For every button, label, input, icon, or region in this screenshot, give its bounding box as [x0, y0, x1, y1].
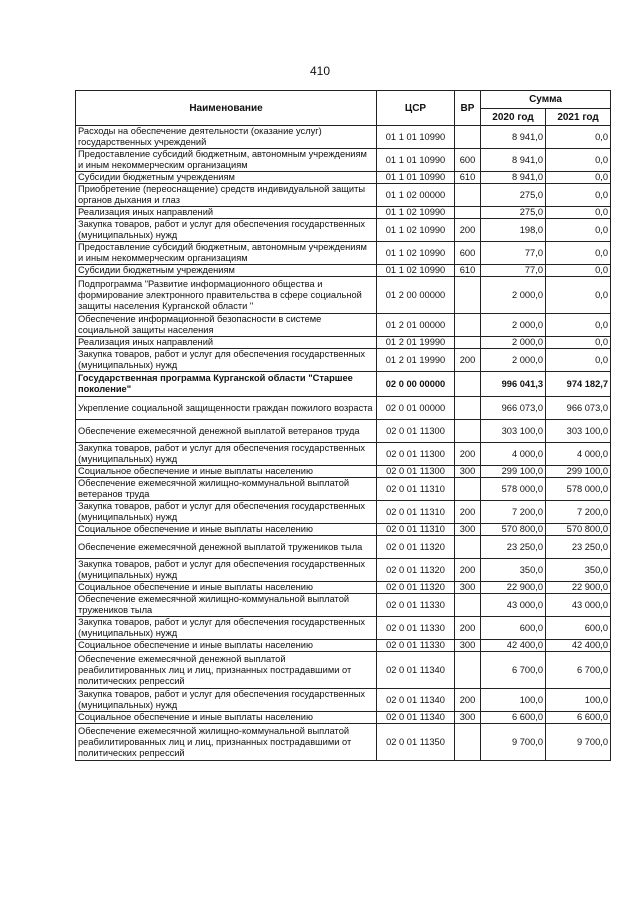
row-csr-cell: 02 0 01 11320 — [377, 582, 455, 594]
table-body — [76, 126, 611, 761]
row-vr-cell — [455, 184, 481, 207]
header-csr: ЦСР — [377, 91, 455, 126]
row-amount-2021-cell: 578 000,0 — [546, 478, 611, 501]
row-amount-2020-cell: 570 800,0 — [481, 524, 546, 536]
row-amount-2021-cell: 23 250,0 — [546, 536, 611, 559]
row-vr-cell — [455, 594, 481, 617]
row-amount-2020-cell: 299 100,0 — [481, 466, 546, 478]
row-name-cell: Субсидии бюджетным учреждениям — [76, 265, 377, 277]
row-amount-2020-cell: 42 400,0 — [481, 640, 546, 652]
row-name-cell: Обеспечение ежемесячной денежной выплатой ветеранов труда — [76, 420, 377, 443]
row-name-cell: Социальное обеспечение и иные выплаты населению — [76, 466, 377, 478]
row-csr-cell: 02 0 01 11320 — [377, 536, 455, 559]
row-vr-cell — [455, 724, 481, 761]
table-row — [76, 524, 611, 536]
row-amount-2021-cell: 0,0 — [546, 219, 611, 242]
row-amount-2020-cell: 7 200,0 — [481, 501, 546, 524]
table-row — [76, 478, 611, 501]
row-amount-2021-cell: 9 700,0 — [546, 724, 611, 761]
row-vr-cell: 200 — [455, 349, 481, 372]
table-row — [76, 277, 611, 314]
row-name-cell: Подпрограмма "Развитие информационного общества и формирование электронного правительства в сфере социальной защиты населения Курганской области " — [76, 277, 377, 314]
table-row — [76, 349, 611, 372]
row-amount-2021-cell: 0,0 — [546, 184, 611, 207]
row-name-cell: Социальное обеспечение и иные выплаты населению — [76, 712, 377, 724]
table-row — [76, 207, 611, 219]
table-row — [76, 314, 611, 337]
budget-table — [75, 90, 611, 761]
row-csr-cell: 01 1 02 10990 — [377, 207, 455, 219]
row-name-cell: Реализация иных направлений — [76, 207, 377, 219]
row-csr-cell: 01 2 01 00000 — [377, 314, 455, 337]
table-row — [76, 184, 611, 207]
row-vr-cell — [455, 314, 481, 337]
row-csr-cell: 02 0 01 11330 — [377, 617, 455, 640]
row-amount-2020-cell: 9 700,0 — [481, 724, 546, 761]
row-vr-cell: 300 — [455, 582, 481, 594]
row-amount-2020-cell: 275,0 — [481, 207, 546, 219]
row-csr-cell: 02 0 01 11300 — [377, 420, 455, 443]
row-amount-2021-cell: 570 800,0 — [546, 524, 611, 536]
table-row — [76, 559, 611, 582]
table-row — [76, 242, 611, 265]
row-csr-cell: 02 0 00 00000 — [377, 372, 455, 397]
table-row — [76, 172, 611, 184]
header-vr: ВР — [455, 91, 481, 126]
row-amount-2020-cell: 275,0 — [481, 184, 546, 207]
table-row — [76, 265, 611, 277]
row-vr-cell — [455, 478, 481, 501]
row-name-cell: Обеспечение ежемесячной денежной выплатой тружеников тыла — [76, 536, 377, 559]
row-csr-cell: 02 0 01 11340 — [377, 712, 455, 724]
row-name-cell: Социальное обеспечение и иные выплаты населению — [76, 582, 377, 594]
row-amount-2020-cell: 77,0 — [481, 265, 546, 277]
row-name-cell: Закупка товаров, работ и услуг для обеспечения государственных (муниципальных) нужд — [76, 443, 377, 466]
row-amount-2021-cell: 6 600,0 — [546, 712, 611, 724]
row-amount-2020-cell: 8 941,0 — [481, 126, 546, 149]
row-csr-cell: 02 0 01 11320 — [377, 559, 455, 582]
row-vr-cell: 200 — [455, 443, 481, 466]
row-amount-2021-cell: 350,0 — [546, 559, 611, 582]
row-csr-cell: 02 0 01 11300 — [377, 466, 455, 478]
row-vr-cell — [455, 536, 481, 559]
row-csr-cell: 01 1 01 10990 — [377, 149, 455, 172]
row-csr-cell: 02 0 01 11340 — [377, 689, 455, 712]
row-amount-2021-cell: 0,0 — [546, 349, 611, 372]
row-name-cell: Социальное обеспечение и иные выплаты населению — [76, 524, 377, 536]
row-name-cell: Обеспечение ежемесячной жилищно-коммунальной выплатой реабилитированных лиц и лиц, признанных пострадавшими от политических репрессий — [76, 724, 377, 761]
row-csr-cell: 01 1 02 00000 — [377, 184, 455, 207]
table-row — [76, 219, 611, 242]
row-amount-2021-cell: 0,0 — [546, 337, 611, 349]
table-row — [76, 652, 611, 689]
row-name-cell: Предоставление субсидий бюджетным, автономным учреждениям и иным некоммерческим организациям — [76, 242, 377, 265]
row-name-cell: Обеспечение ежемесячной жилищно-коммунальной выплатой ветеранов труда — [76, 478, 377, 501]
row-amount-2020-cell: 100,0 — [481, 689, 546, 712]
row-csr-cell: 02 0 01 11330 — [377, 640, 455, 652]
row-name-cell: Государственная программа Курганской области "Старшее поколение" — [76, 372, 377, 397]
row-vr-cell: 600 — [455, 149, 481, 172]
row-amount-2021-cell: 6 700,0 — [546, 652, 611, 689]
row-name-cell: Закупка товаров, работ и услуг для обеспечения государственных (муниципальных) нужд — [76, 501, 377, 524]
table-row — [76, 420, 611, 443]
row-amount-2021-cell: 0,0 — [546, 242, 611, 265]
row-name-cell: Реализация иных направлений — [76, 337, 377, 349]
row-vr-cell — [455, 337, 481, 349]
row-amount-2020-cell: 303 100,0 — [481, 420, 546, 443]
table-row — [76, 594, 611, 617]
table-row — [76, 466, 611, 478]
row-csr-cell: 01 1 02 10990 — [377, 219, 455, 242]
row-amount-2020-cell: 22 900,0 — [481, 582, 546, 594]
row-amount-2020-cell: 2 000,0 — [481, 337, 546, 349]
page-number: 410 — [309, 64, 331, 78]
row-csr-cell: 02 0 01 00000 — [377, 397, 455, 420]
row-vr-cell — [455, 397, 481, 420]
row-amount-2021-cell: 303 100,0 — [546, 420, 611, 443]
row-vr-cell: 200 — [455, 559, 481, 582]
row-vr-cell: 300 — [455, 466, 481, 478]
row-amount-2021-cell: 0,0 — [546, 126, 611, 149]
row-csr-cell: 02 0 01 11300 — [377, 443, 455, 466]
header-name: Наименование — [76, 91, 377, 126]
table-row — [76, 372, 611, 397]
row-csr-cell: 02 0 01 11310 — [377, 524, 455, 536]
row-amount-2020-cell: 350,0 — [481, 559, 546, 582]
row-name-cell: Социальное обеспечение и иные выплаты населению — [76, 640, 377, 652]
table-row — [76, 501, 611, 524]
table-row — [76, 443, 611, 466]
table-row — [76, 689, 611, 712]
row-amount-2021-cell: 966 073,0 — [546, 397, 611, 420]
table-row — [76, 149, 611, 172]
table-row — [76, 582, 611, 594]
row-amount-2020-cell: 6 700,0 — [481, 652, 546, 689]
row-name-cell: Закупка товаров, работ и услуг для обеспечения государственных (муниципальных) нужд — [76, 617, 377, 640]
row-csr-cell: 01 1 02 10990 — [377, 265, 455, 277]
row-amount-2020-cell: 8 941,0 — [481, 172, 546, 184]
row-vr-cell: 300 — [455, 712, 481, 724]
row-csr-cell: 02 0 01 11330 — [377, 594, 455, 617]
row-vr-cell — [455, 277, 481, 314]
row-amount-2021-cell: 0,0 — [546, 277, 611, 314]
row-name-cell: Обеспечение ежемесячной денежной выплатой реабилитированных лиц и лиц, признанных пострадавшими от политических репрессий — [76, 652, 377, 689]
row-csr-cell: 01 1 02 10990 — [377, 242, 455, 265]
row-name-cell: Закупка товаров, работ и услуг для обеспечения государственных (муниципальных) нужд — [76, 219, 377, 242]
row-name-cell: Закупка товаров, работ и услуг для обеспечения государственных (муниципальных) нужд — [76, 349, 377, 372]
row-csr-cell: 02 0 01 11350 — [377, 724, 455, 761]
row-vr-cell: 200 — [455, 219, 481, 242]
row-csr-cell: 01 2 00 00000 — [377, 277, 455, 314]
row-vr-cell: 200 — [455, 501, 481, 524]
row-csr-cell: 02 0 01 11340 — [377, 652, 455, 689]
table-row — [76, 337, 611, 349]
header-year-2021: 2021 год — [546, 109, 611, 126]
row-name-cell: Обеспечение ежемесячной жилищно-коммунальной выплатой тружеников тыла — [76, 594, 377, 617]
table-row — [76, 712, 611, 724]
table-row — [76, 126, 611, 149]
row-vr-cell: 300 — [455, 524, 481, 536]
row-name-cell: Приобретение (переоснащение) средств индивидуальной защиты органов дыхания и глаз — [76, 184, 377, 207]
row-amount-2021-cell: 299 100,0 — [546, 466, 611, 478]
table-row — [76, 397, 611, 420]
row-amount-2021-cell: 0,0 — [546, 207, 611, 219]
row-name-cell: Субсидии бюджетным учреждениям — [76, 172, 377, 184]
table-row — [76, 724, 611, 761]
row-amount-2021-cell: 43 000,0 — [546, 594, 611, 617]
row-csr-cell: 01 2 01 19990 — [377, 337, 455, 349]
row-amount-2021-cell: 974 182,7 — [546, 372, 611, 397]
row-amount-2020-cell: 966 073,0 — [481, 397, 546, 420]
row-amount-2020-cell: 4 000,0 — [481, 443, 546, 466]
table-row — [76, 617, 611, 640]
row-amount-2021-cell: 0,0 — [546, 265, 611, 277]
row-amount-2020-cell: 2 000,0 — [481, 277, 546, 314]
row-vr-cell — [455, 420, 481, 443]
row-name-cell: Закупка товаров, работ и услуг для обеспечения государственных (муниципальных) нужд — [76, 559, 377, 582]
table-header — [76, 91, 611, 126]
row-vr-cell — [455, 126, 481, 149]
row-amount-2021-cell: 42 400,0 — [546, 640, 611, 652]
row-amount-2021-cell: 0,0 — [546, 172, 611, 184]
row-vr-cell: 300 — [455, 640, 481, 652]
row-vr-cell: 610 — [455, 172, 481, 184]
row-vr-cell — [455, 207, 481, 219]
row-amount-2020-cell: 2 000,0 — [481, 314, 546, 337]
table-row — [76, 536, 611, 559]
row-name-cell: Расходы на обеспечение деятельности (оказание услуг) государственных учреждений — [76, 126, 377, 149]
row-csr-cell: 02 0 01 11310 — [377, 501, 455, 524]
row-amount-2020-cell: 43 000,0 — [481, 594, 546, 617]
row-amount-2020-cell: 6 600,0 — [481, 712, 546, 724]
row-amount-2021-cell: 600,0 — [546, 617, 611, 640]
header-year-2020: 2020 год — [481, 109, 546, 126]
row-amount-2020-cell: 600,0 — [481, 617, 546, 640]
row-amount-2021-cell: 7 200,0 — [546, 501, 611, 524]
row-amount-2020-cell: 8 941,0 — [481, 149, 546, 172]
row-vr-cell: 610 — [455, 265, 481, 277]
row-vr-cell — [455, 372, 481, 397]
row-name-cell: Укрепление социальной защищенности граждан пожилого возраста — [76, 397, 377, 420]
row-amount-2020-cell: 578 000,0 — [481, 478, 546, 501]
row-vr-cell — [455, 652, 481, 689]
row-amount-2020-cell: 77,0 — [481, 242, 546, 265]
row-csr-cell: 01 1 01 10990 — [377, 126, 455, 149]
row-amount-2020-cell: 996 041,3 — [481, 372, 546, 397]
table-row — [76, 640, 611, 652]
row-amount-2020-cell: 23 250,0 — [481, 536, 546, 559]
row-csr-cell: 02 0 01 11310 — [377, 478, 455, 501]
row-amount-2021-cell: 4 000,0 — [546, 443, 611, 466]
row-vr-cell: 200 — [455, 689, 481, 712]
header-sum: Сумма — [481, 91, 611, 109]
row-amount-2020-cell: 2 000,0 — [481, 349, 546, 372]
row-csr-cell: 01 1 01 10990 — [377, 172, 455, 184]
row-amount-2020-cell: 198,0 — [481, 219, 546, 242]
row-vr-cell: 200 — [455, 617, 481, 640]
row-amount-2021-cell: 100,0 — [546, 689, 611, 712]
row-name-cell: Обеспечение информационной безопасности в системе социальной защиты населения — [76, 314, 377, 337]
row-amount-2021-cell: 0,0 — [546, 314, 611, 337]
row-amount-2021-cell: 0,0 — [546, 149, 611, 172]
row-csr-cell: 01 2 01 19990 — [377, 349, 455, 372]
row-vr-cell: 600 — [455, 242, 481, 265]
row-amount-2021-cell: 22 900,0 — [546, 582, 611, 594]
row-name-cell: Закупка товаров, работ и услуг для обеспечения государственных (муниципальных) нужд — [76, 689, 377, 712]
row-name-cell: Предоставление субсидий бюджетным, автономным учреждениям и иным некоммерческим организациям — [76, 149, 377, 172]
